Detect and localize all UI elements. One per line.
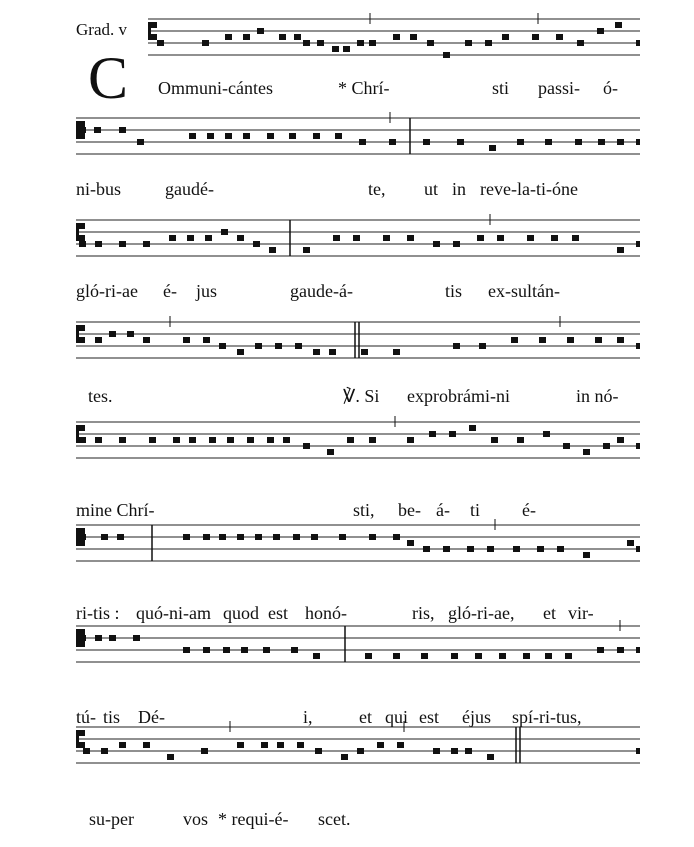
neume-note — [237, 235, 244, 241]
lyric-syllable: gaudé- — [165, 179, 214, 199]
clef-bar — [76, 730, 79, 748]
neume-note — [511, 337, 518, 343]
neume-note — [479, 343, 486, 349]
clef-head — [79, 235, 85, 241]
neume-note — [449, 431, 456, 437]
neume-note — [453, 343, 460, 349]
clef-head — [79, 742, 85, 748]
lyric-syllable: vir- — [568, 603, 594, 623]
neume-note — [79, 534, 86, 540]
neume-note — [617, 247, 624, 253]
neume-note — [513, 546, 520, 552]
lyric-syllable: gló-ri-ae — [76, 281, 138, 301]
lyric-syllable: spí-ri-tus, — [512, 707, 582, 727]
mode-label: Grad. v — [76, 20, 127, 39]
lyric-syllable: scet. — [318, 809, 351, 829]
neume-note — [313, 349, 320, 355]
neume-note — [137, 139, 144, 145]
neume-note — [475, 653, 482, 659]
neume-note — [369, 40, 376, 46]
neume-note — [95, 241, 102, 247]
neume-note — [335, 133, 342, 139]
neume-note — [317, 40, 324, 46]
neume-note — [433, 241, 440, 247]
neume-note — [332, 46, 339, 52]
neume-note — [341, 754, 348, 760]
clef-bar — [76, 528, 79, 546]
lyric-syllable: é- — [522, 500, 536, 520]
neume-note — [275, 343, 282, 349]
neume-note — [79, 635, 86, 641]
lyric-syllable: * requi-é- — [218, 809, 289, 829]
lyric-syllable: * Chrí- — [338, 78, 390, 98]
neume-note — [79, 437, 86, 443]
neume-note — [407, 437, 414, 443]
lyric-syllable: Ommuni-cántes — [158, 78, 273, 98]
lyric-syllable: sti — [492, 78, 510, 98]
neume-note — [357, 748, 364, 754]
neume-note — [133, 635, 140, 641]
neume-note — [487, 754, 494, 760]
clef-bar — [76, 223, 79, 241]
lyric-syllable: é- — [163, 281, 177, 301]
neume-note — [77, 337, 84, 343]
neume-note — [383, 235, 390, 241]
neume-note — [327, 449, 334, 455]
neume-note — [465, 40, 472, 46]
custos — [636, 241, 640, 247]
neume-note — [393, 653, 400, 659]
clef-bar — [76, 425, 79, 443]
neume-note — [551, 235, 558, 241]
neume-note — [377, 742, 384, 748]
neume-note — [467, 546, 474, 552]
lyric-syllable: i, — [303, 707, 313, 727]
neume-note — [311, 534, 318, 540]
neume-note — [221, 229, 228, 235]
neume-note — [595, 337, 602, 343]
neume-note — [499, 653, 506, 659]
neume-note — [393, 34, 400, 40]
neume-note — [429, 431, 436, 437]
neume-note — [119, 127, 126, 133]
neume-note — [563, 443, 570, 449]
neume-note — [407, 540, 414, 546]
neume-note — [183, 534, 190, 540]
neume-note — [537, 546, 544, 552]
neume-note — [263, 647, 270, 653]
neume-note — [219, 343, 226, 349]
neume-note — [543, 431, 550, 437]
neume-note — [617, 337, 624, 343]
neume-note — [469, 425, 476, 431]
neume-note — [353, 235, 360, 241]
neume-note — [237, 534, 244, 540]
neume-note — [291, 647, 298, 653]
lyric-syllable: vos — [183, 809, 209, 829]
custos — [636, 443, 640, 449]
lyric-syllable: exprobrámi-ni — [407, 386, 510, 406]
lyric-syllable: in nó- — [576, 386, 619, 406]
clef-head — [79, 540, 85, 546]
lyric-syllable: be- — [398, 500, 421, 520]
neume-note — [489, 145, 496, 151]
neume-note — [173, 437, 180, 443]
neume-note — [109, 331, 116, 337]
neume-note — [83, 748, 90, 754]
lyric-syllable: reve-la-ti-óne — [480, 179, 578, 199]
neume-note — [225, 34, 232, 40]
neume-note — [183, 647, 190, 653]
lyric-syllable: jus — [196, 281, 218, 301]
neume-note — [369, 534, 376, 540]
neume-note — [95, 437, 102, 443]
clef-head — [79, 133, 85, 139]
lyric-syllable: su-per — [89, 809, 134, 829]
neume-note — [627, 540, 634, 546]
lyric-syllable: tis — [103, 707, 121, 727]
lyric-syllable: honó- — [305, 603, 347, 623]
neume-note — [243, 34, 250, 40]
neume-note — [389, 139, 396, 145]
neume-note — [203, 534, 210, 540]
neume-note — [79, 127, 86, 133]
lyric-syllable: mine Chrí- — [76, 500, 155, 520]
neume-note — [575, 139, 582, 145]
neume-note — [313, 653, 320, 659]
neume-note — [207, 133, 214, 139]
clef-bar — [76, 121, 79, 139]
lyric-syllable: quó-ni-am — [136, 603, 211, 623]
neume-note — [143, 742, 150, 748]
neume-note — [597, 28, 604, 34]
neume-note — [517, 139, 524, 145]
neume-note — [532, 34, 539, 40]
clef-head — [79, 425, 85, 431]
neume-note — [169, 235, 176, 241]
neume-note — [261, 742, 268, 748]
neume-note — [267, 133, 274, 139]
neume-note — [303, 40, 310, 46]
neume-note — [269, 247, 276, 253]
clef-head — [79, 629, 85, 635]
lyric-syllable: qui — [385, 707, 409, 727]
neume-note — [157, 40, 164, 46]
neume-note — [615, 22, 622, 28]
custos — [636, 40, 640, 46]
neume-note — [189, 133, 196, 139]
neume-note — [167, 754, 174, 760]
neume-note — [143, 241, 150, 247]
clef-head — [79, 730, 85, 736]
neume-note — [243, 133, 250, 139]
neume-note — [117, 534, 124, 540]
neume-note — [617, 139, 624, 145]
lyric-syllable: sti, — [353, 500, 375, 520]
neume-note — [465, 748, 472, 754]
lyric-syllable: est — [419, 707, 439, 727]
initial-letter: C — [88, 45, 129, 111]
clef-head — [79, 223, 85, 229]
custos — [636, 343, 640, 349]
lyric-syllable: ex-sultán- — [488, 281, 560, 301]
lyric-syllable: te, — [368, 179, 386, 199]
neume-note — [433, 748, 440, 754]
lyric-syllable: tes. — [88, 386, 113, 406]
neume-note — [94, 127, 101, 133]
clef-bar — [76, 629, 79, 647]
neume-note — [603, 443, 610, 449]
clef-head — [151, 34, 157, 40]
clef-head — [79, 641, 85, 647]
neume-note — [225, 133, 232, 139]
neume-note — [255, 343, 262, 349]
lyric-syllable: ó- — [603, 78, 618, 98]
neume-note — [313, 133, 320, 139]
lyric-syllable: est — [268, 603, 288, 623]
lyric-syllable: ti — [470, 500, 481, 520]
neume-note — [487, 546, 494, 552]
neume-note — [597, 647, 604, 653]
neume-note — [583, 449, 590, 455]
neume-note — [397, 742, 404, 748]
neume-note — [410, 34, 417, 40]
neume-note — [303, 443, 310, 449]
neume-note — [267, 437, 274, 443]
neume-note — [443, 546, 450, 552]
neume-note — [293, 534, 300, 540]
neume-note — [283, 437, 290, 443]
neume-note — [294, 34, 301, 40]
neume-note — [101, 748, 108, 754]
neume-note — [427, 40, 434, 46]
neume-note — [545, 139, 552, 145]
neume-note — [572, 235, 579, 241]
neume-note — [556, 34, 563, 40]
neume-note — [279, 34, 286, 40]
lyric-syllable: gló-ri-ae, — [448, 603, 515, 623]
neume-note — [95, 635, 102, 641]
neume-note — [277, 742, 284, 748]
neume-note — [219, 534, 226, 540]
neume-note — [523, 653, 530, 659]
neume-note — [457, 139, 464, 145]
neume-note — [149, 437, 156, 443]
neume-note — [369, 437, 376, 443]
clef-head — [79, 121, 85, 127]
neume-note — [617, 647, 624, 653]
neume-note — [241, 647, 248, 653]
neume-note — [393, 534, 400, 540]
neume-note — [127, 331, 134, 337]
neume-note — [303, 247, 310, 253]
neume-note — [557, 546, 564, 552]
neume-note — [451, 748, 458, 754]
neume-note — [545, 653, 552, 659]
neume-note — [79, 241, 86, 247]
neume-note — [255, 534, 262, 540]
custos — [636, 139, 640, 145]
lyric-syllable: passi- — [538, 78, 580, 98]
neume-note — [329, 349, 336, 355]
neume-note — [257, 28, 264, 34]
neume-note — [187, 235, 194, 241]
neume-note — [333, 235, 340, 241]
neume-note — [491, 437, 498, 443]
neume-note — [583, 552, 590, 558]
neume-note — [237, 742, 244, 748]
neume-note — [477, 235, 484, 241]
lyric-syllable: tis — [445, 281, 463, 301]
neume-note — [295, 343, 302, 349]
neume-note — [209, 437, 216, 443]
neume-note — [421, 653, 428, 659]
neume-note — [443, 52, 450, 58]
neume-note — [119, 241, 126, 247]
neume-note — [617, 437, 624, 443]
neume-note — [359, 139, 366, 145]
lyric-syllable: ri-tis : — [76, 603, 120, 623]
clef-bar — [148, 22, 151, 40]
neume-note — [451, 653, 458, 659]
neume-note — [143, 337, 150, 343]
lyric-syllable: ni-bus — [76, 179, 121, 199]
neume-note — [453, 241, 460, 247]
lyric-syllable: ut — [424, 179, 439, 199]
lyric-syllable: á- — [436, 500, 450, 520]
clef-head — [79, 325, 85, 331]
neume-note — [315, 748, 322, 754]
lyric-syllable: éjus — [462, 707, 491, 727]
neume-note — [95, 337, 102, 343]
neume-note — [407, 235, 414, 241]
neume-note — [485, 40, 492, 46]
neume-note — [357, 40, 364, 46]
neume-note — [203, 647, 210, 653]
neume-note — [565, 653, 572, 659]
neume-note — [183, 337, 190, 343]
custos — [636, 546, 640, 552]
neume-note — [101, 534, 108, 540]
neume-note — [347, 437, 354, 443]
neume-note — [203, 337, 210, 343]
lyric-syllable: et — [543, 603, 556, 623]
neume-note — [517, 437, 524, 443]
neume-note — [497, 235, 504, 241]
neume-note — [365, 653, 372, 659]
neume-note — [423, 546, 430, 552]
neume-note — [567, 337, 574, 343]
neume-note — [598, 139, 605, 145]
neume-note — [343, 46, 350, 52]
neume-note — [237, 349, 244, 355]
neume-note — [527, 235, 534, 241]
lyric-syllable: quod — [223, 603, 259, 623]
lyric-syllable: in — [452, 179, 467, 199]
neume-note — [201, 748, 208, 754]
neume-note — [227, 437, 234, 443]
neume-note — [119, 742, 126, 748]
neume-note — [393, 349, 400, 355]
lyric-syllable: tú- — [76, 707, 96, 727]
neume-note — [339, 534, 346, 540]
neume-note — [189, 437, 196, 443]
neume-note — [253, 241, 260, 247]
neume-note — [202, 40, 209, 46]
neume-note — [361, 349, 368, 355]
lyric-syllable: gaude-á- — [290, 281, 353, 301]
neume-note — [423, 139, 430, 145]
custos — [636, 647, 640, 653]
neume-note — [577, 40, 584, 46]
neume-note — [109, 635, 116, 641]
lyric-syllable: Dé- — [138, 707, 165, 727]
neume-note — [119, 437, 126, 443]
lyric-syllable: et — [359, 707, 372, 727]
neume-note — [502, 34, 509, 40]
lyric-syllable: ℣. Si — [343, 386, 380, 406]
neume-note — [289, 133, 296, 139]
clef-head — [151, 22, 157, 28]
custos — [636, 748, 640, 754]
neume-note — [223, 647, 230, 653]
clef-head — [79, 528, 85, 534]
neume-note — [247, 437, 254, 443]
neume-note — [273, 534, 280, 540]
lyric-syllable: ris, — [412, 603, 435, 623]
neume-note — [297, 742, 304, 748]
neume-note — [539, 337, 546, 343]
neume-note — [205, 235, 212, 241]
